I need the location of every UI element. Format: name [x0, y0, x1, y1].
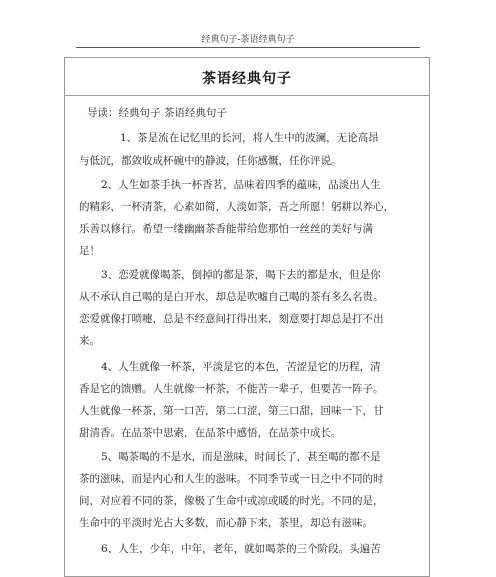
- paragraph-line: 从不承认自己喝的是白开水，却总是吹嘘自己喝的茶有多么名贵。: [79, 291, 384, 303]
- paragraph-line: 4、人生就像一杯茶，平淡是它的本色，苦涩是它的历程，清: [101, 361, 381, 373]
- intro-line: 导读：经典句子 茶语经典句子: [87, 107, 227, 119]
- document-title: 茶语经典句子: [202, 71, 292, 87]
- paragraph-line: 的精彩，一杯清茶，心素如简，人淡如茶，吾之所愿！躬耕以养心，: [79, 201, 394, 213]
- paragraph-line: 生命中的平淡时光占大多数，而心静下来，茶里，却总有滋味。: [79, 517, 373, 529]
- paragraph-line: 间，对应着不同的茶，像极了生命中或凉或暖的时光。不同的是，: [79, 495, 384, 507]
- paragraph-line: 2、人生如茶手执一杯香茗，品味着四季的蕴味，品淡出人生: [101, 179, 381, 191]
- title-divider: [65, 95, 429, 96]
- paragraph-line: 甜清香。在品茶中思索，在品茶中感悟，在品茶中成长。: [79, 427, 342, 439]
- paragraph-line: 来。: [79, 335, 100, 347]
- paragraph-line: 足！: [79, 245, 100, 257]
- header-divider: [76, 47, 420, 48]
- page-header: [0, 34, 496, 46]
- paragraph-line: 3、恋爱就像喝茶，倒掉的都是茶，喝下去的都是水，但是你: [101, 269, 381, 281]
- paragraph-line: 5、喝茶喝的不是水，而是滋味，时间长了，甚至喝的都不是: [101, 451, 381, 463]
- paragraph-line: 恋爱就像打喷嚏，总是不经意间打得出来，刻意要打却总是打不出: [79, 313, 384, 325]
- paragraph-line: 香是它的馈赠。人生就像一杯茶，不能苦一辈子，但要苦一阵子。: [79, 383, 384, 395]
- paragraph-line: 人生就像一杯茶，第一口苦，第二口涩，第三口甜，回味一下，甘: [79, 405, 384, 417]
- paragraph-line: 1、茶是流在记忆里的长河，将人生中的波澜，无论高昂: [120, 132, 379, 144]
- paragraph-line: 茶的滋味，而是内心和人生的滋味。不同季节或一日之中不同的时: [79, 473, 384, 485]
- paragraph-line: 6、人生，少年，中年，老年，就如喝茶的三个阶段。头遍苦: [101, 543, 381, 555]
- paragraph-line: 与低沉，都敛收成杯碗中的静波，任你感慨，任你评说。: [79, 155, 342, 167]
- paragraph-line: 乐善以修行。希望一缕幽幽茶香能带给您那怕一丝丝的美好与满: [79, 223, 373, 235]
- document-frame: [64, 57, 430, 577]
- header-text: 经典句子-茶语经典句子: [201, 35, 295, 45]
